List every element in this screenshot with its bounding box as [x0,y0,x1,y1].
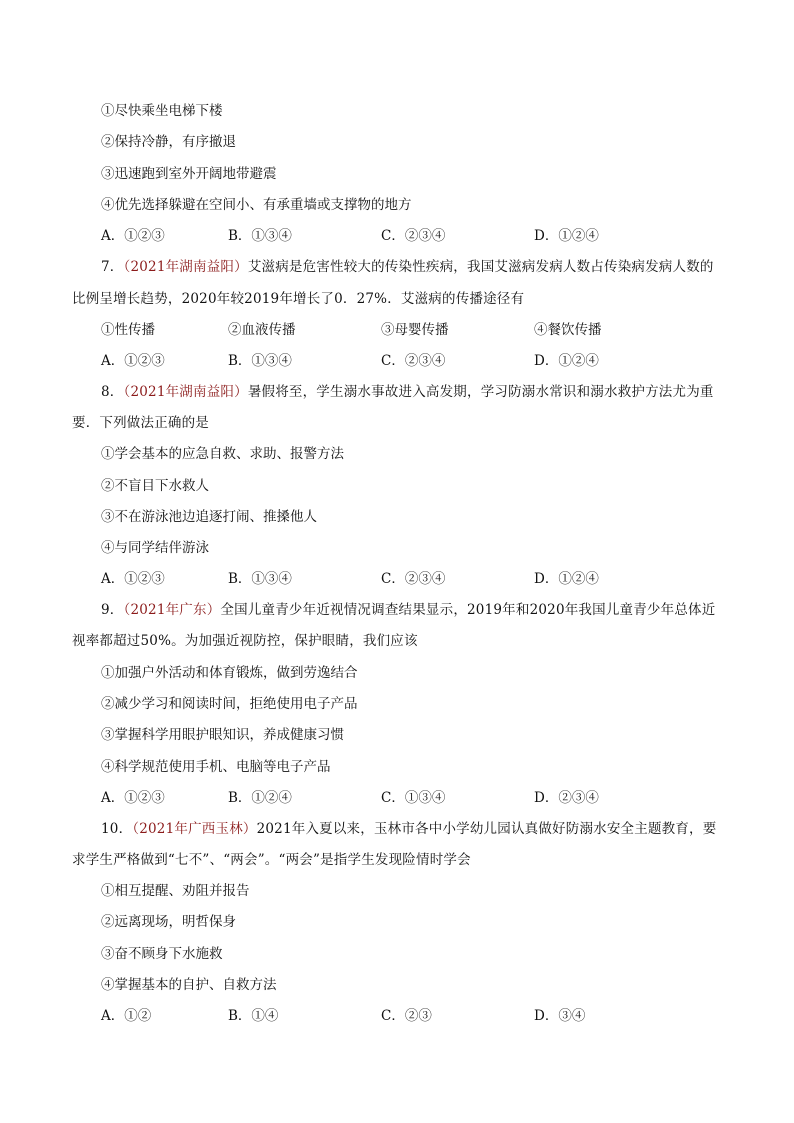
q8-option-c: C．②③④ [381,571,446,587]
q6-option-d: D．①②④ [534,228,599,244]
q8-option-d: D．①②④ [534,571,599,587]
q8-item-1: ①学会基本的应急自救、求助、报警方法 [101,446,344,462]
q10-option-a: A．①② [101,1008,152,1024]
q6-item-4: ④优先选择躲避在空间小、有承重墙或支撑物的地方 [101,197,412,213]
q9-stem-text: 全国儿童青少年近视情况调查结果显示，2019年和2020年我国儿童青少年总体近 [220,602,716,618]
q6-item-3: ③迅速跑到室外开阔地带避震 [101,166,277,182]
q6-option-b: B．①③④ [228,228,292,244]
q9-stem-line1 [101,601,715,619]
q8-option-b: B．①③④ [228,571,292,587]
q10-option-d: D．③④ [534,1008,586,1024]
q7-option-a: A．①②③ [101,353,165,369]
q7-stem-text: 艾滋病是危害性较大的传染性疾病，我国艾滋病发病人数占传染病发病人数的 [247,259,714,275]
q9-item-4: ④科学规范使用手机、电脑等电子产品 [101,759,331,775]
q7-option-d: D．①②④ [534,353,599,369]
q10-option-b: B．①④ [228,1008,279,1024]
q10-number: 10． [101,821,133,837]
q8-item-2: ②不盲目下水救人 [101,478,209,494]
q7-source: （2021年湖南益阳） [123,259,248,275]
q6-item-2: ②保持冷静，有序撤退 [101,134,236,150]
q9-item-3: ③掌握科学用眼护眼知识，养成健康习惯 [101,727,344,743]
q10-option-c: C．②③ [381,1008,432,1024]
q9-number: 9． [101,602,124,618]
q8-item-3: ③不在游泳池边追逐打闹、推搡他人 [101,509,317,525]
q7-stem-line1 [101,258,714,276]
q10-stem-line2: 求学生严格做到“七不”、“两会”。“两会”是指学生发现险情时学会 [72,852,471,868]
q8-option-a: A．①②③ [101,571,165,587]
q10-stem-line1 [101,820,716,838]
q9-source: （2021年广东） [123,602,221,618]
q6-item-1: ①尽快乘坐电梯下楼 [101,103,223,119]
q10-item-1: ①相互提醒、劝阻并报告 [101,883,250,899]
q9-option-d: D．②③④ [534,790,599,806]
q10-source: （2021年广西玉林） [132,821,257,837]
q7-item-2: ②血液传播 [228,322,296,338]
q6-option-c: C．②③④ [381,228,446,244]
q7-item-1: ①性传播 [101,322,155,338]
q9-option-a: A．①②③ [101,790,165,806]
q7-item-3: ③母婴传播 [381,322,449,338]
q10-item-2: ②远离现场，明哲保身 [101,914,236,930]
q8-source: （2021年湖南益阳） [123,384,248,400]
q9-stem-line2: 视率都超过50%。为加强近视防控，保护眼睛，我们应该 [72,633,418,649]
q8-stem-line1 [101,383,714,401]
q8-number: 8． [101,384,124,400]
q10-item-4: ④掌握基本的自护、自救方法 [101,977,277,993]
q9-item-2: ②减少学习和阅读时间，拒绝使用电子产品 [101,696,358,712]
q7-number: 7． [101,259,124,275]
q10-item-3: ③奋不顾身下水施救 [101,946,223,962]
q8-stem-line2: 要．下列做法正确的是 [72,415,209,431]
q9-option-c: C．①③④ [381,790,446,806]
q9-option-b: B．①②④ [228,790,292,806]
q8-item-4: ④与同学结伴游泳 [101,540,209,556]
q7-stem-line2: 比例呈增长趋势，2020年较2019年增长了0．27%．艾滋病的传播途径有 [72,291,525,307]
q6-option-a: A．①②③ [101,228,165,244]
q7-item-4: ④餐饮传播 [534,322,602,338]
q7-option-b: B．①③④ [228,353,292,369]
q9-item-1: ①加强户外活动和体育锻炼，做到劳逸结合 [101,665,358,681]
q7-option-c: C．②③④ [381,353,446,369]
q8-stem-text: 暑假将至，学生溺水事故进入高发期，学习防溺水常识和溺水救护方法尤为重 [247,384,714,400]
q10-stem-text: 2021年入夏以来，玉林市各中小学幼儿园认真做好防溺水安全主题教育，要 [256,821,717,837]
